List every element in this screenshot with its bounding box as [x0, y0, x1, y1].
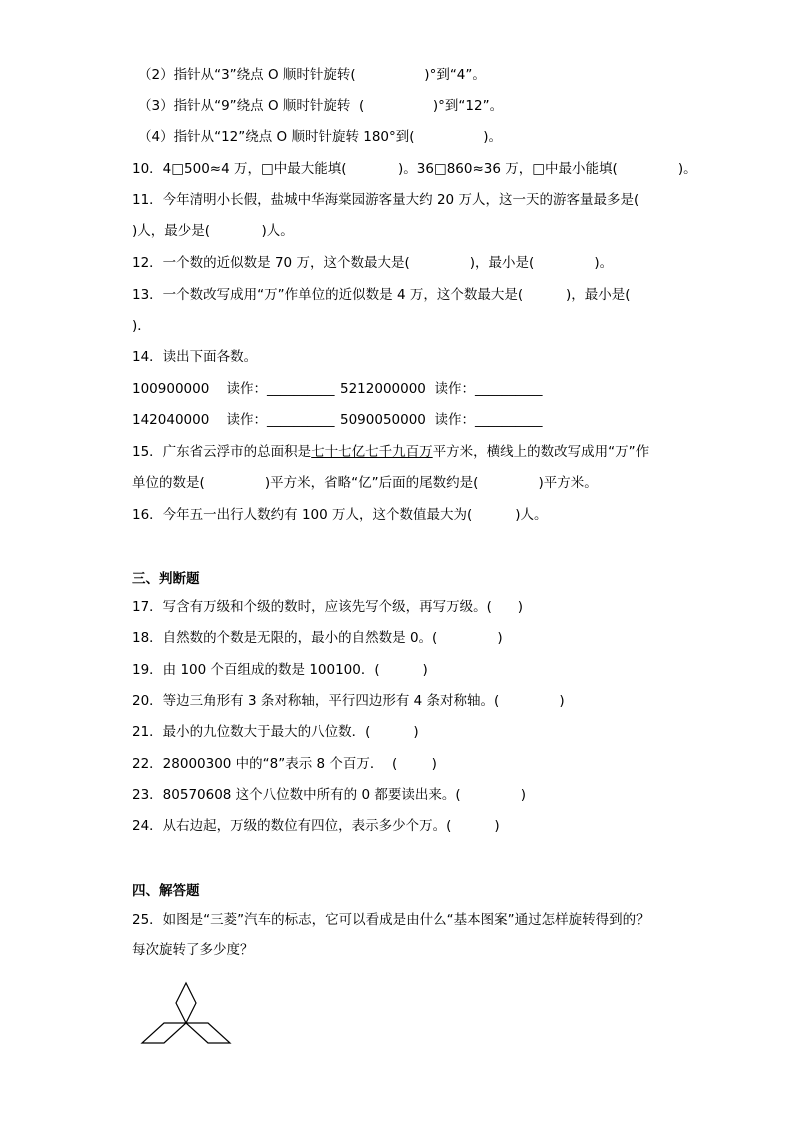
question-20: 20．等边三角形有 3 条对称轴，平行四边形有 4 条对称轴。( ) — [132, 693, 565, 709]
q15-underlined-number: 七十七亿七千九百万 — [311, 444, 433, 460]
section-4-title: 四、解答题 — [132, 883, 200, 899]
question-11-line-2: )人，最少是( )人。 — [132, 223, 294, 239]
question-10: 10．4□500≈4 万，□中最大能填( )。36□860≈36 万，□中最小能填( )。 — [132, 161, 697, 177]
question-25-line-2: 每次旋转了多少度？ — [132, 942, 254, 958]
question-23: 23．80570608 这个八位数中所有的 0 都要读出来。( ) — [132, 787, 526, 803]
question-25-line-1: 25．如图是“三菱”汽车的标志，它可以看成是由什么“基本图案”通过怎样旋转得到的？ — [132, 912, 650, 928]
rhombus-right — [186, 1023, 230, 1043]
question-9-part-3: （3）指针从“9”绕点 O 顺时针旋转 ( )°到“12”。 — [138, 98, 504, 114]
question-9-part-4: （4）指针从“12”绕点 O 顺时针旋转 180°到( )。 — [138, 129, 502, 145]
question-13-line-1: 13．一个数改写成用“万”作单位的近似数是 4 万，这个数最大是( )，最小是( — [132, 287, 631, 303]
q15-text-a: 15．广东省云浮市的总面积是 — [132, 444, 312, 460]
question-14: 14．读出下面各数。 — [132, 349, 258, 365]
question-24: 24．从右边起，万级的数位有四位，表示多少个万。( ) — [132, 818, 500, 834]
question-15-line-1 — [132, 443, 649, 461]
question-17: 17．写含有万级和个级的数时，应该先写个级，再写万级。( ) — [132, 599, 523, 615]
question-11-line-1: 11．今年清明小长假，盐城中华海棠园游客量大约 20 万人，这一天的游客量最多是( — [132, 192, 640, 208]
mitsubishi-logo-icon — [138, 975, 234, 1047]
read-item-2: 5212000000 读作：__________ — [340, 381, 543, 397]
question-19: 19．由 100 个百组成的数是 100100．( ) — [132, 662, 428, 678]
read-item-4: 5090050000 读作：__________ — [340, 412, 543, 428]
read-item-3: 142040000 读作：__________ — [132, 412, 335, 428]
rhombus-top — [176, 983, 196, 1023]
question-21: 21．最小的九位数大于最大的八位数．( ) — [132, 724, 419, 740]
read-item-1: 100900000 读作：__________ — [132, 381, 335, 397]
section-3-title: 三、判断题 — [132, 571, 200, 587]
question-15-line-2: 单位的数是( )平方米，省略“亿”后面的尾数约是( )平方米。 — [132, 475, 598, 491]
question-18: 18．自然数的个数是无限的，最小的自然数是 0。( ) — [132, 630, 503, 646]
question-22: 22．28000300 中的“8”表示 8 个百万． ( ) — [132, 756, 437, 772]
q15-text-b: 平方米，横线上的数改写成用“万”作 — [432, 444, 650, 460]
question-12: 12．一个数的近似数是 70 万，这个数最大是( )，最小是( )。 — [132, 255, 614, 271]
question-16: 16．今年五一出行人数约有 100 万人，这个数值最大为( )人。 — [132, 507, 548, 523]
question-9-part-2: （2）指针从“3”绕点 O 顺时针旋转( )°到“4”。 — [138, 67, 486, 83]
rhombus-left — [142, 1023, 186, 1043]
question-13-line-2: )． — [132, 318, 151, 334]
